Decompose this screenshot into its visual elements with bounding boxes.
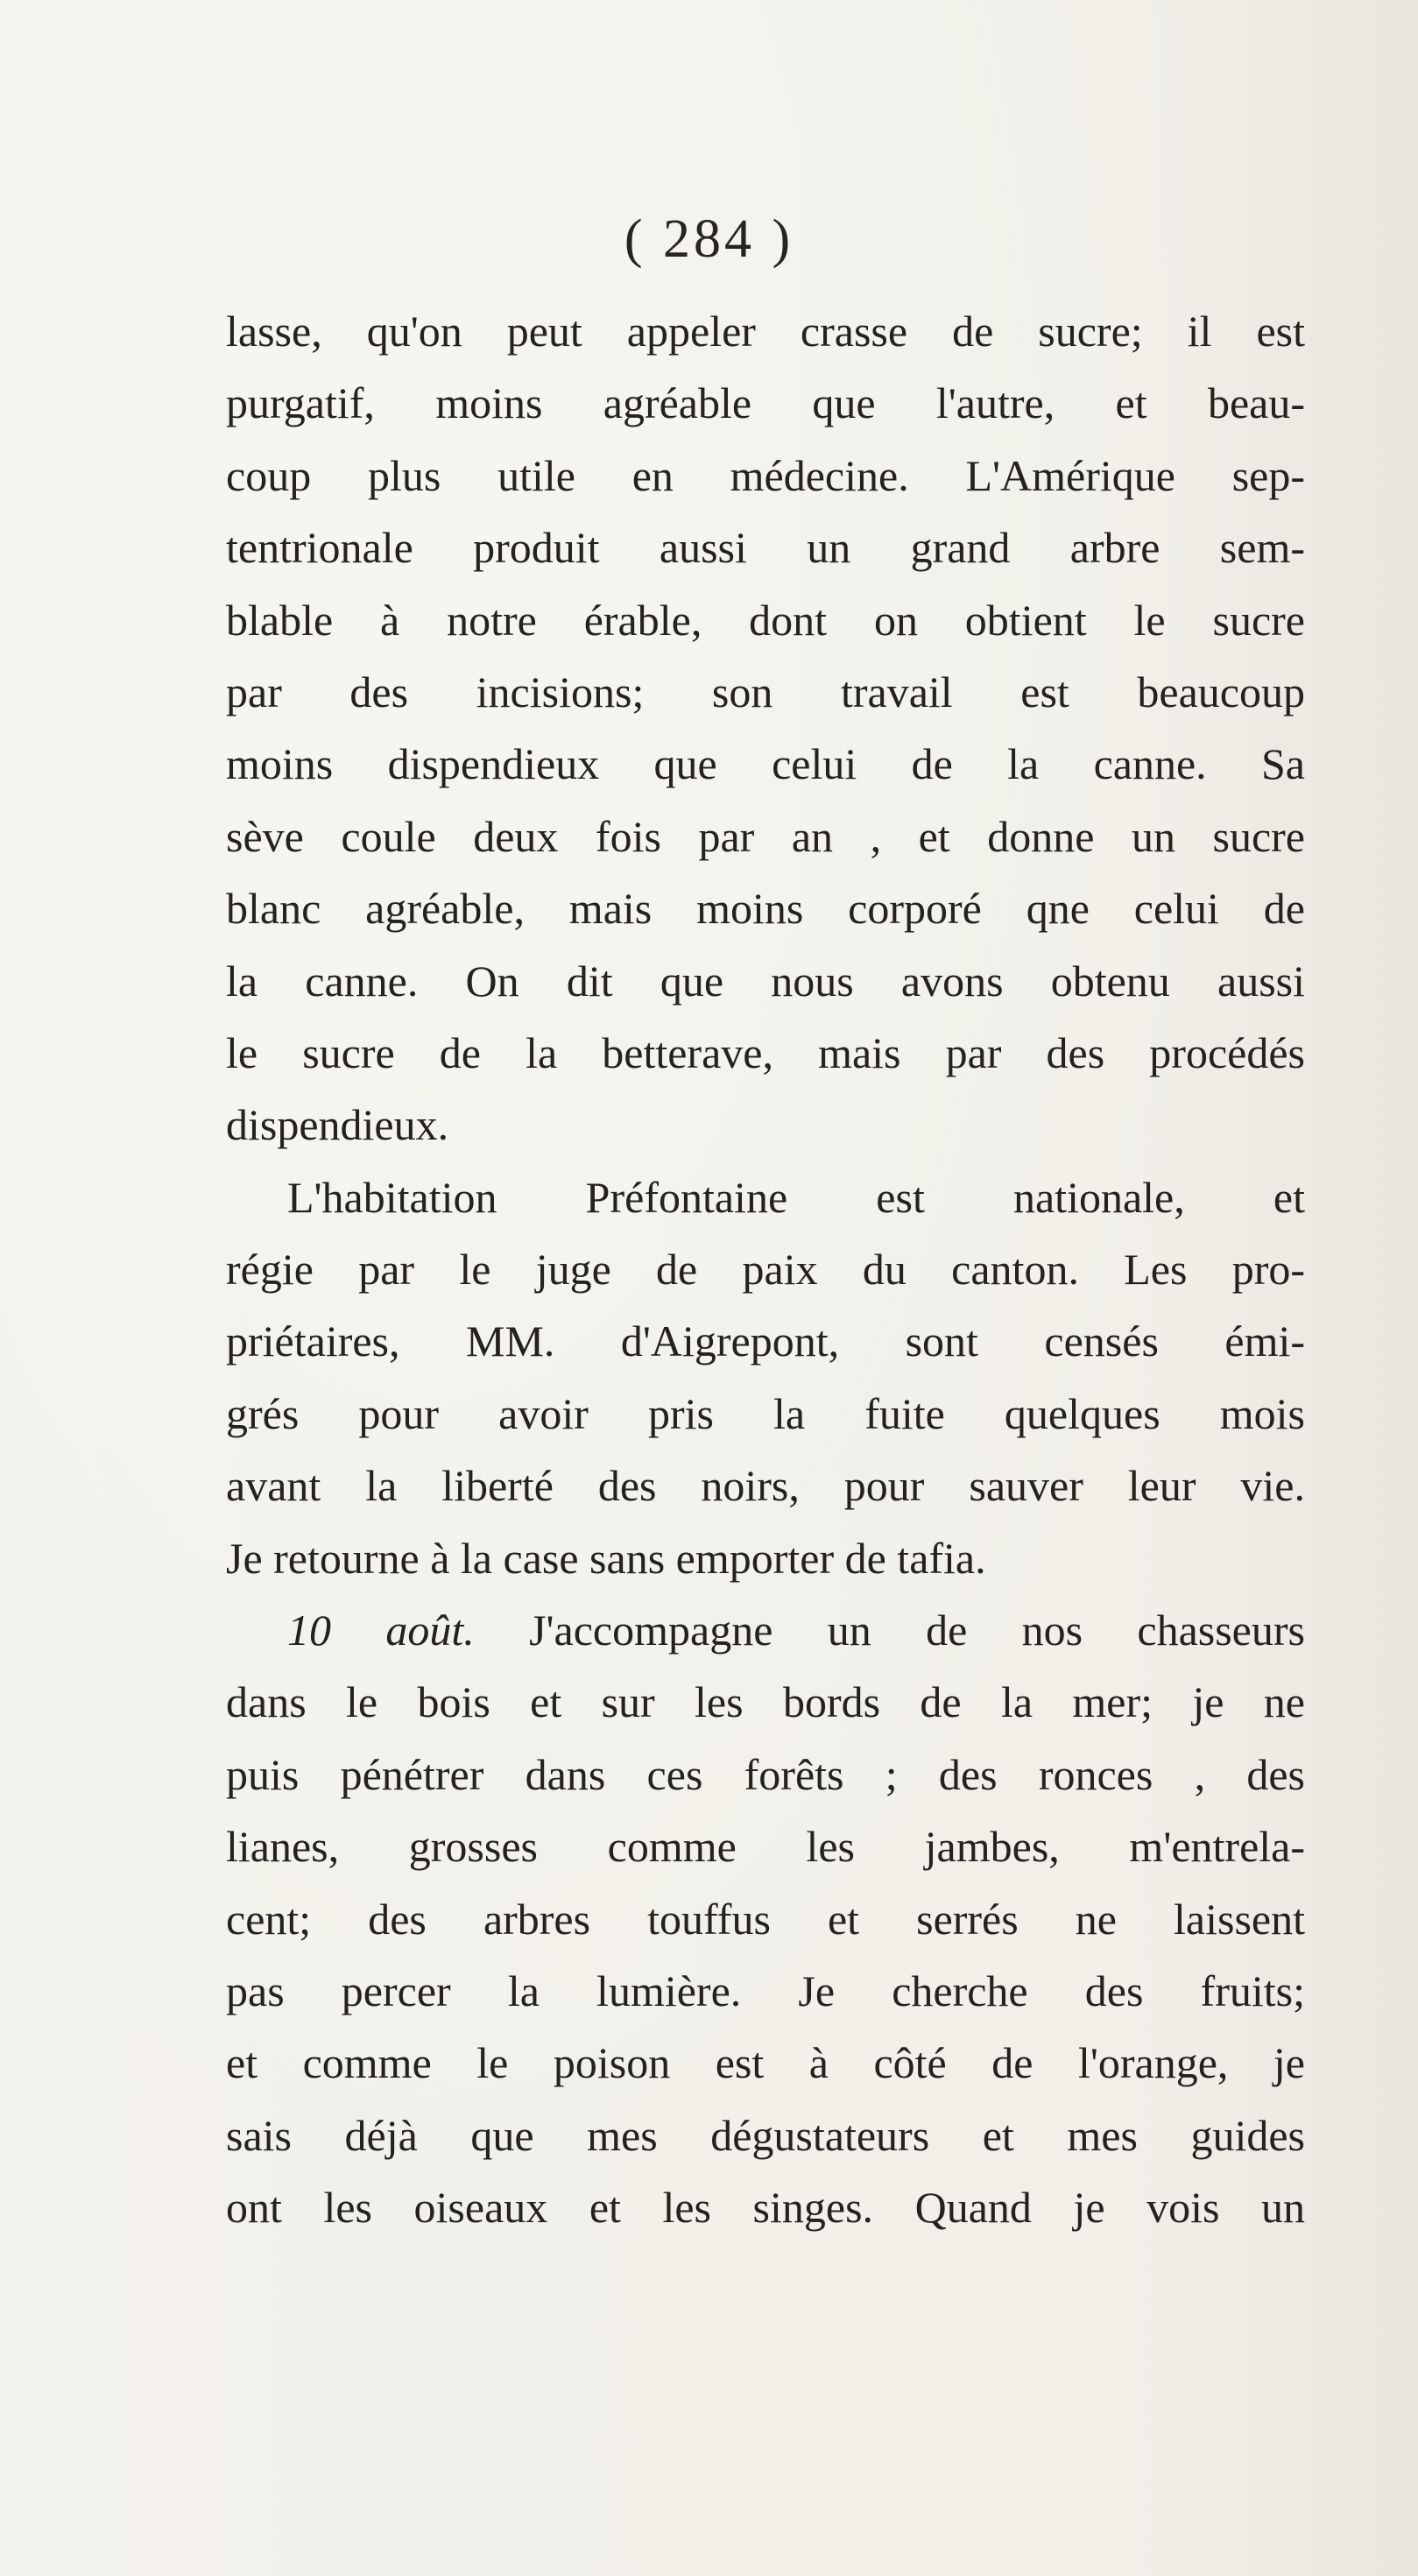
text-line: blable à notre érable, dont on obtient le sucre (226, 595, 1305, 645)
text-line: blanc agréable, mais moins corporé qne celui de (226, 884, 1305, 934)
text-line: avant la liberté des noirs, pour sauver leur vie. (226, 1461, 1305, 1511)
text-line: lianes, grosses comme les jambes, m'entrela- (226, 1822, 1305, 1872)
text-line: dispendieux. (226, 1100, 449, 1150)
text-line: ont les oiseaux et les singes. Quand je vois un (226, 2183, 1305, 2233)
text-line: purgatif, moins agréable que l'autre, et beau- (226, 378, 1305, 428)
text-line: coup plus utile en médecine. L'Amérique sep- (226, 450, 1305, 500)
body-text (226, 295, 1305, 2244)
text-line: sais déjà que mes dégustateurs et mes guides (226, 2110, 1305, 2160)
text-line: pas percer la lumière. Je cherche des fruits; (226, 1966, 1305, 2015)
page-number: ( 284 ) (624, 209, 794, 269)
text-line: par des incisions; son travail est beaucoup (226, 667, 1305, 716)
text-line: grés pour avoir pris la fuite quelques mois (226, 1388, 1305, 1438)
text-line: sève coule deux fois par an , et donne un sucre (226, 811, 1305, 861)
text-line: la canne. On dit que nous avons obtenu aussi (226, 956, 1305, 1006)
text-line: priétaires, MM. d'Aigrepont, sont censés émi- (226, 1316, 1305, 1366)
text-line: et comme le poison est à côté de l'orange, je (226, 2038, 1305, 2088)
text-line: puis pénétrer dans ces forêts ; des ronces , des (226, 1749, 1305, 1799)
text-line: tentrionale produit aussi un grand arbre sem- (226, 523, 1305, 573)
text-line: cent; des arbres touffus et serrés ne laissent (226, 1894, 1305, 1944)
paragraph-start-line: L'habitation Préfontaine est nationale, et (287, 1172, 1305, 1222)
text-line: régie par le juge de paix du canton. Les pro- (226, 1245, 1305, 1295)
text-line: moins dispendieux que celui de la canne. Sa (226, 739, 1305, 789)
entry-text: J'accompagne un de nos chasseurs (474, 1606, 1305, 1655)
text-line: le sucre de la betterave, mais par des procédés (226, 1027, 1305, 1077)
text-line: lasse, qu'on peut appeler crasse de sucre; il est (226, 307, 1305, 356)
dated-entry-line (226, 1594, 1305, 1666)
entry-date: 10 août. (287, 1606, 475, 1655)
text-line: Je retourne à la case sans emporter de tafia. (226, 1533, 986, 1583)
text-line: dans le bois et sur les bords de la mer; je ne (226, 1677, 1305, 1727)
